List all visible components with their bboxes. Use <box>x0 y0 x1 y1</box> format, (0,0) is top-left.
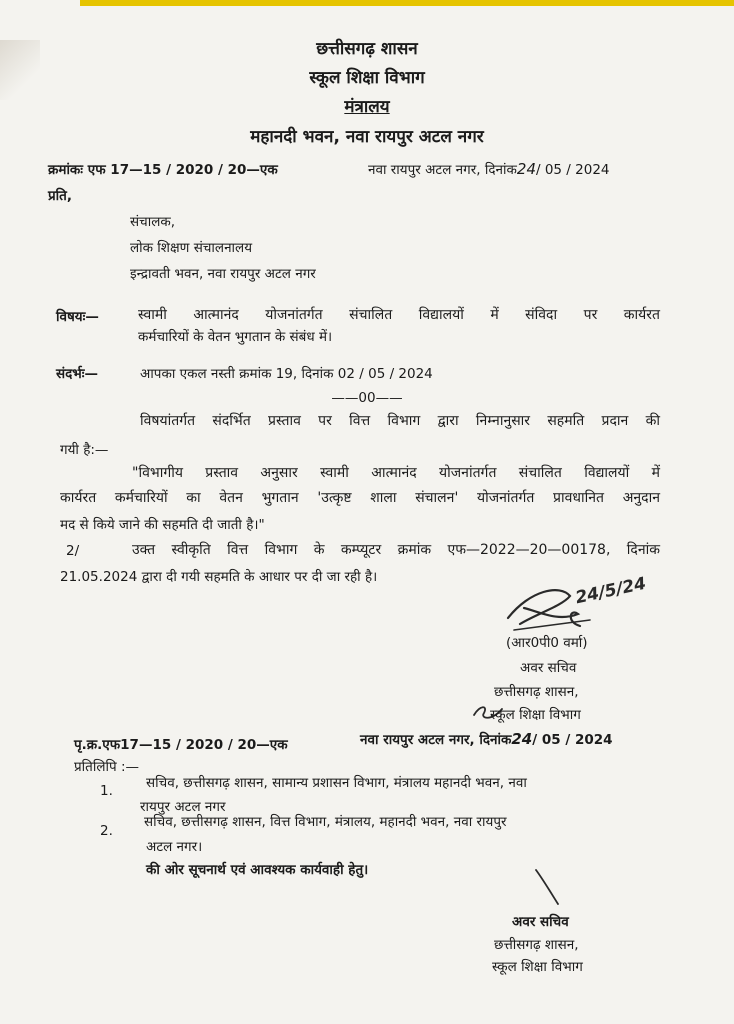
signatory-name: (आर0पी0 वर्मा) <box>506 635 588 651</box>
endorsement-date-hand: 24 <box>511 730 533 748</box>
header-govt: छत्तीसगढ़ शासन <box>316 39 418 59</box>
copy-item-2-num: 2. <box>100 823 113 839</box>
reference-label: संदर्भः— <box>56 366 99 382</box>
copy-item-1-line1: सचिव, छत्तीसगढ़ शासन, सामान्य प्रशासन विभाग, मंत्रालय महानदी भवन, नवा <box>146 775 527 791</box>
ref-date-hand: 24 <box>516 160 536 178</box>
yellow-edge <box>80 0 734 6</box>
ref-number: क्रमांकः एफ 17—15 / 2020 / 20—एक <box>48 162 278 178</box>
divider: ——00—— <box>331 390 403 406</box>
ref-date-rest: / 05 / 2024 <box>536 162 610 178</box>
copy-label: प्रतिलिपि :— <box>74 759 140 775</box>
to-line1: संचालक, <box>130 214 176 230</box>
to-line3: इन्द्रावती भवन, नवा रायपुर अटल नगर <box>130 266 316 282</box>
copy-item-1-line2: रायपुर अटल नगर <box>140 799 226 815</box>
endorsement-place-date: नवा रायपुर अटल नगर, दिनांक <box>360 732 512 748</box>
closing-line: की ओर सूचनार्थ एवं आवश्यक कार्यवाही हेतु। <box>146 862 369 878</box>
signatory-dept: स्कूल शिक्षा विभाग <box>490 707 581 723</box>
quote-line1: "विभागीय प्रस्ताव अनुसार स्वामी आत्मानंद योजनांतर्गत संचालित विद्यालयों में <box>132 465 660 481</box>
copy-item-2-line2: अटल नगर। <box>146 839 203 855</box>
signature-hand-date: 24/5/24 <box>573 573 648 609</box>
header-ministry: मंत्रालय <box>344 97 390 117</box>
signatory-govt: छत्तीसगढ़ शासन, <box>494 684 579 700</box>
signatory2-dept: स्कूल शिक्षा विभाग <box>492 959 583 975</box>
para2-line2: 21.05.2024 द्वारा दी गयी सहमति के आधार पर दी जा रही है। <box>60 569 378 585</box>
para2-number: 2/ <box>66 543 80 559</box>
reference-text: आपका एकल नस्ती क्रमांक 19, दिनांक 02 / 05 / 2024 <box>140 366 433 382</box>
subject-line2: कर्मचारियों के वेतन भुगतान के संबंध में। <box>138 329 333 345</box>
endorsement-number: पृ.क्र.एफ17—15 / 2020 / 20—एक <box>74 737 288 753</box>
body-p1-line1: विषयांतर्गत संदर्भित प्रस्ताव पर वित्त विभाग द्वारा निम्नानुसार सहमति प्रदान की <box>140 413 660 429</box>
signatory2-govt: छत्तीसगढ़ शासन, <box>494 937 579 953</box>
body-p1-line2: गयी है:— <box>60 442 109 458</box>
subject-label: विषयः— <box>56 309 99 325</box>
ref-date <box>368 160 610 178</box>
endorsement-date <box>360 730 613 748</box>
subject-line1: स्वामी आत्मानंद योजनांतर्गत संचालित विद्यालयों में संविदा पर कार्यरत <box>138 307 660 323</box>
header-dept: स्कूल शिक्षा विभाग <box>309 68 425 88</box>
signatory2-designation: अवर सचिव <box>512 914 569 930</box>
endorsement-date-rest: / 05 / 2024 <box>532 732 613 748</box>
quote-line2: कार्यरत कर्मचारियों का वेतन भुगतान 'उत्कृष्ट शाला संचालन' योजनांतर्गत प्रावधानित अनुदान <box>60 490 660 506</box>
para2-line1: उक्त स्वीकृति वित्त विभाग के कम्प्यूटर क्रमांक एफ—2022—20—00178, दिनांक <box>132 542 660 558</box>
signatory-designation: अवर सचिव <box>520 660 577 676</box>
header-address: महानदी भवन, नवा रायपुर अटल नगर <box>250 127 484 147</box>
copy-item-2-line1: सचिव, छत्तीसगढ़ शासन, वित्त विभाग, मंत्रालय, महानदी भवन, नवा रायपुर <box>144 814 507 830</box>
signature-stroke <box>528 868 568 908</box>
quote-line3: मद से किये जाने की सहमति दी जाती है।" <box>60 517 265 533</box>
to-line2: लोक शिक्षण संचालनालय <box>130 240 253 256</box>
ref-place-date: नवा रायपुर अटल नगर, दिनांक <box>368 162 517 178</box>
copy-item-1-num: 1. <box>100 783 113 799</box>
to-label: प्रति, <box>48 188 73 204</box>
